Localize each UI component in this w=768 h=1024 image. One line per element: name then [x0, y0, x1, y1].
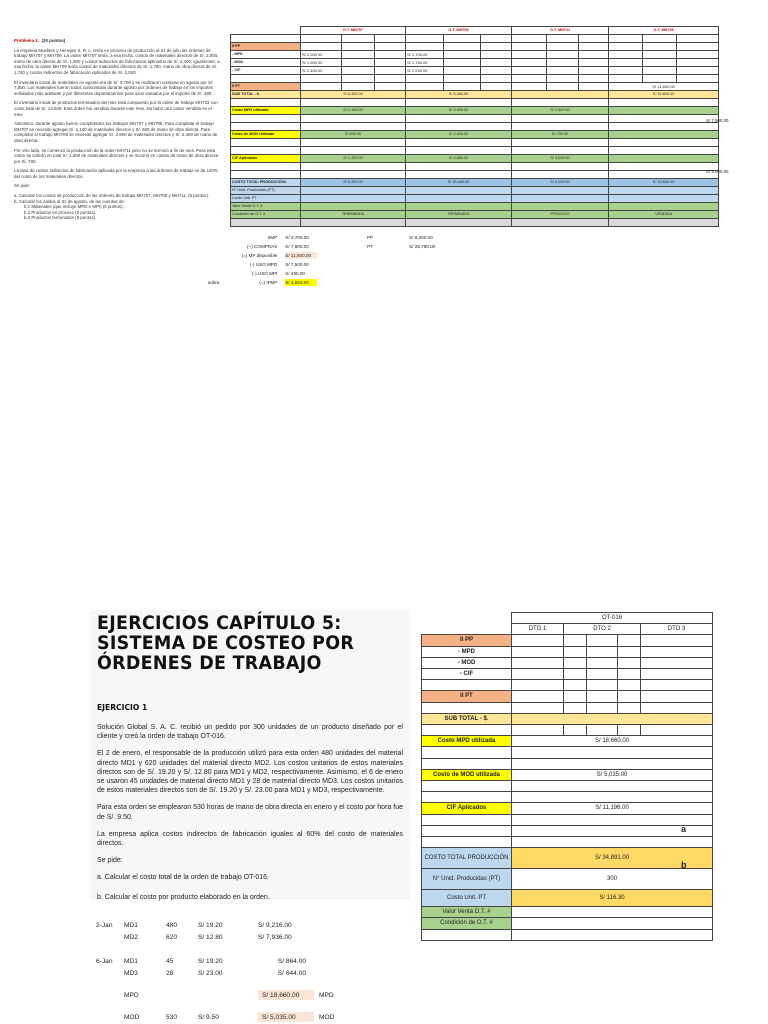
cell-value: S/ 11,196.00: [512, 803, 713, 814]
calc-price: S/ 12.80: [198, 933, 223, 941]
table-row: [422, 929, 713, 940]
table-row: [231, 99, 719, 107]
answer-marker-a: a: [681, 824, 687, 834]
table-row: [231, 115, 719, 123]
table-row: [231, 75, 719, 83]
table-row: [422, 758, 713, 769]
problem-paragraph: El inventario inicial de materiales en agosto era de S/. 3,700 y se realizaron compras en agosto por S/. 7,800. Los materiales fueron todos consumidos durante agosto por órdenes de trabajo en los importes señalados más adelante y por diferentes departamentos para usos variados por el importe de S/. 480.: [14, 79, 214, 96]
row-label: Valor Venta O.T. #: [231, 203, 301, 211]
calc-value: S/ 480.00: [285, 271, 305, 276]
cell-value: S/ 2,400.00: [301, 67, 342, 75]
calc-note: sobra: [208, 280, 220, 285]
calc-qty: 480: [166, 921, 178, 929]
cell-value: S/ 14,600.00: [609, 91, 719, 99]
table-row: [231, 43, 719, 51]
cell-value: S/ 1,700.00: [406, 51, 444, 59]
table-row: [208, 279, 441, 286]
table-row: [231, 131, 719, 139]
table-row: [231, 179, 719, 187]
top-cost-table: [230, 26, 719, 227]
calc-total-mod: S/ 5,035.00: [258, 1012, 314, 1022]
header-ot-mh703: O.T. MH703: [609, 27, 719, 35]
table-row: [231, 187, 719, 195]
header-ot-mh711: O.T. MH711: [512, 27, 609, 35]
table-row: [422, 907, 713, 918]
table-row: [231, 35, 719, 43]
calc-label: PT: [367, 244, 373, 249]
row-label: - MOD: [422, 657, 512, 668]
problem-question: b.2 Productos en proceso (5 puntos).: [24, 209, 97, 215]
row-label: Condición de O.T. #: [231, 211, 301, 219]
problem-question: b.3 Productos terminados (5 puntos).: [24, 215, 97, 221]
cell-value: S/ 600.00: [301, 131, 406, 139]
table-row: [422, 691, 713, 702]
table-row: [231, 163, 719, 171]
table-row: [231, 123, 719, 131]
calc-material: MD1: [124, 957, 138, 965]
table-row: [231, 147, 719, 155]
row-label: - MPD: [422, 646, 512, 657]
calc-label: (=) IFMP: [259, 280, 278, 285]
table-row: [96, 980, 334, 988]
problem-paragraph: Por otro lado, se comenzó la producción de la orden MH711 pero no se terminó a fin de mes. Para esta orden se solicitó en total S/. 2,500 de materiales directos y se incurrió en costos de mano de obra directa por S/. 700.: [14, 147, 219, 164]
table-row: [422, 848, 713, 869]
row-label: Costo Unit. PT: [231, 195, 301, 203]
row-label: II PP: [231, 43, 301, 51]
table-row: [422, 792, 713, 803]
exercise-title: EJERCICIOS CAPÍTULO 5: SISTEMA DE COSTEO POR ÓRDENES DE TRABAJO: [97, 612, 355, 674]
row-label: Costo Unit. PT: [422, 890, 512, 907]
calc-label: MOD: [124, 1013, 140, 1021]
cell-value: S/ 14,600.00: [609, 179, 719, 187]
table-row: [96, 920, 334, 930]
problem-paragraph: Asimismo, durante agosto fueron completados los trabajos MH707 y MH709. Para completar el trabajo MH707 se necesitó agregar S/. 1,100 de materiales directos y S/. 600 de mano de obra directa. Para completar el trabajo MH709 se necesitó agregar S/. 3,900 de materiales directos y S/. 2,400 de mano de obra directa.: [14, 121, 218, 143]
table-row: [422, 736, 713, 747]
exercise-paragraph: Se pide:: [97, 857, 123, 865]
status-value: TERMINADA: [301, 211, 406, 219]
row-label: Condición de O.T. #: [422, 918, 512, 929]
calc-label: (+) COMPRAS: [247, 244, 278, 249]
calc-price: S/ 19.20: [198, 957, 223, 965]
table-row: [96, 944, 334, 954]
table-row: [231, 83, 719, 91]
row-label: COSTO TOTAL PRODUCCIÓN: [422, 848, 512, 869]
calc-value: S/ 11,500.00: [285, 252, 317, 259]
table-row: [231, 139, 719, 147]
calc-tag: MOD: [319, 1013, 335, 1021]
problem-question: a. Calcular los costos de producción de las órdenes de trabajo MH707, MH709 y MH711. (5 puntos).: [14, 193, 210, 199]
row-label: Costo de MOD utilizada: [422, 769, 512, 780]
row-label: Costo MPD utilizada: [231, 107, 301, 115]
table-row: [422, 747, 713, 758]
table-row: [231, 155, 719, 163]
row-label: - MPD: [231, 51, 301, 59]
row-label: CIF Aplicados: [231, 155, 301, 163]
calc-tag: MPD: [319, 991, 334, 999]
table-row: [208, 234, 441, 241]
cell-value: S/ 6,300.00: [301, 91, 406, 99]
exercise-question: b. Calcular el costo por producto elaborado en la orden.: [97, 893, 270, 901]
table-row: [96, 932, 334, 942]
status-value: VENDIDA: [609, 211, 719, 219]
row-label: SUB TOTAL - $.: [422, 713, 512, 724]
cell-value: S/ 116.30: [512, 890, 713, 907]
calc-label: PP: [367, 235, 374, 240]
cell-value: S/ 1,900.00: [301, 59, 342, 67]
table-row: [422, 680, 713, 691]
calc-price: S/ 23.00: [198, 969, 223, 977]
exercise-body: [97, 723, 403, 912]
calc-qty: 28: [166, 969, 174, 977]
row-label: Costo de MOD utilizada: [231, 131, 301, 139]
row-label: II PT: [231, 83, 301, 91]
calc-price: S/ 9.50: [198, 1013, 219, 1021]
calc-material: MD1: [124, 921, 138, 929]
table-row: [96, 968, 334, 978]
problem-paragraph: Se pide:: [14, 183, 31, 189]
calc-material: MD3: [124, 969, 138, 977]
cell-value: S/ 5,035.00: [512, 769, 713, 780]
table-row: [422, 836, 713, 847]
row-label: Valor Venta O.T. #: [422, 907, 512, 918]
table-row: [422, 725, 713, 736]
calc-total: S/ 7,936.00: [258, 933, 292, 941]
header-ot-mh707: O.T. MH707: [301, 27, 406, 35]
exercise-paragraph: El 2 de enero, el responsable de la producción utilizó para esta orden 480 unidades del material directo MD1 y 620 unidades del material directo MD2. Los costos unitarios de estos materiales directos son de S/. 19.20 y S/. 12.80 para MD1 y MD2, respectivamente. Asimismo, el 6 de enero se usaron 45 unidades de material directo MD1 y 28 de material directo MD3. Los costos unitarios de estos materiales directos son de S/. 19.20 y S/. 23.00 para MD1 y MD3, respectivamente.: [97, 750, 403, 795]
table-row: [422, 890, 713, 907]
exercise-paragraph: La empresa aplica costos indirectos de fabricación iguales al 60% del costo de materiales directos.: [97, 830, 403, 848]
cell-value: S/ 14,600.00: [609, 83, 719, 91]
table-row: [422, 669, 713, 680]
problem-question: b. Calcular los saldos al 31 de agosto, de las cuentas de:: [14, 198, 126, 204]
cell-value: S/ 2,000.00: [301, 51, 342, 59]
table-row: [208, 243, 441, 250]
calc-qty: 620: [166, 933, 178, 941]
calc-qty: 530: [166, 1013, 178, 1021]
table-row: [422, 713, 713, 724]
status-value: TERMINADA: [406, 211, 512, 219]
calc-date: 2-Jan: [96, 921, 113, 929]
table-row: [231, 67, 719, 75]
table-row: [231, 107, 719, 115]
calc-total-mpd: S/ 18,660.00: [258, 990, 314, 1000]
calc-value: S/ 7,500.00: [285, 262, 309, 267]
table-row: [422, 646, 713, 657]
calc-date: [96, 932, 122, 942]
table-row: [422, 702, 713, 713]
row-label: N° Unid. Producidas (PT): [231, 187, 301, 195]
problem-points: (20 puntos): [41, 38, 66, 43]
cell-value: S/ 4,680.00: [406, 155, 512, 163]
table-row: [231, 211, 719, 219]
calc-value: S/ 3,700.00: [285, 235, 309, 240]
materials-usage-calc: [94, 918, 336, 1024]
exercise-subtitle: EJERCICIO 1: [97, 703, 148, 712]
calc-label: (=) MP disponible: [241, 253, 278, 258]
table-row: [422, 918, 713, 929]
table-row: [231, 195, 719, 203]
row-label: II PT: [422, 691, 512, 702]
materials-calc: [206, 232, 443, 288]
table-row: [96, 956, 334, 966]
cell-value: S/ 16,460.00: [406, 179, 512, 187]
side-total-cif: S/ 9,000.00: [706, 169, 729, 174]
row-label: - MOD: [231, 59, 301, 67]
header-dto2: DTO 2: [564, 624, 641, 635]
cell-value: S/ 1,320.00: [301, 155, 406, 163]
row-label: N° Unid. Producidas (PT): [422, 869, 512, 890]
cell-value: S/ 3,900.00: [406, 107, 512, 115]
ot016-cost-table: [421, 612, 713, 941]
cell-value: S/ 5,480.00: [406, 91, 512, 99]
calc-label: IIMP: [267, 235, 278, 240]
calc-label: (-) USO MPD: [249, 262, 278, 267]
answer-marker-b: b: [681, 860, 687, 870]
problem-paragraph: La tasa de costos indirectos de fabricación aplicada por la empresa a las órdenes de trabajo es de 120% del costo de los materiales directos.: [14, 168, 218, 179]
cell-value: S/ 2,500.00: [512, 107, 609, 115]
cell-value: S/ 3,000.00: [512, 155, 609, 163]
problem-paragraph: El inventario inicial de productos terminados del mes está compuesto por la orden de trabajo MH703 con costo total de S/. 14,600. Esta orden fue vendida durante este mes. No hubo otra orden vendida en el mes.: [14, 100, 218, 117]
table-row: [422, 869, 713, 890]
cell-value: S/ 9,320.00: [301, 179, 406, 187]
exercise-paragraph: Para esta orden se emplearon 530 horas de mano de obra directa en enero y el costo por hora fue de S/. 9.50.: [97, 804, 403, 821]
calc-date: 6-Jan: [96, 957, 113, 965]
cell-value: S/ 2,400.00: [406, 131, 512, 139]
header-ot-mh709: O.T. MH709: [406, 27, 512, 35]
table-row: [208, 252, 441, 259]
calc-date: [96, 968, 122, 978]
table-row: [422, 624, 713, 635]
table-row: [422, 635, 713, 646]
row-label: CIF Aplicados: [422, 803, 512, 814]
calc-value: S/ 6,200.00: [409, 235, 433, 240]
header-dto1: DTO 1: [512, 624, 564, 635]
exercise-paragraph: Solución Global S. A. C. recibió un pedido por 300 unidades de un producto diseñado por el cliente y creó la orden de trabajo OT-016.: [97, 724, 403, 741]
table-row: [231, 27, 719, 35]
calc-total: S/ 9,216.00: [258, 921, 292, 929]
row-label: - CIF: [231, 67, 301, 75]
row-label: II PP: [422, 635, 512, 646]
table-row: [422, 814, 713, 825]
calc-value: S/ 25,780.00: [409, 244, 436, 249]
table-row: [231, 171, 719, 179]
calc-total: S/ 864.00: [277, 957, 306, 965]
calc-label: MPD: [124, 991, 139, 999]
cell-value: S/ 2,040.00: [406, 67, 444, 75]
table-row: [231, 91, 719, 99]
calc-qty: 45: [166, 957, 174, 965]
table-row: [422, 657, 713, 668]
calc-material: MD2: [124, 933, 138, 941]
cell-value: 300: [512, 869, 713, 890]
calc-value: S/ 7,800.00: [285, 244, 309, 249]
table-row: [422, 769, 713, 780]
calc-value: S/ 3,520.00: [285, 279, 317, 286]
table-row: [231, 203, 719, 211]
cell-value: S/ 6,200.00: [512, 179, 609, 187]
row-label: - CIF: [422, 669, 512, 680]
table-row: [422, 803, 713, 814]
problem-statement: [14, 38, 222, 221]
header-dto3: DTO 3: [641, 624, 713, 635]
cell-value: S/ 700.00: [512, 131, 609, 139]
table-row: [96, 1002, 334, 1010]
table-row: [422, 825, 713, 836]
table-row: [96, 1012, 334, 1022]
table-row: [96, 990, 334, 1000]
problem-paragraph: La empresa Muebles y Herrajes S. R. L. tenía en proceso de producción al 31 de julio las órdenes de trabajo MH707 y MH709. La orden MH707 tenía, a esa fecha, costos de materiales directos de S/. 2,000, mano de obra directa de S/. 1,900 y costos indirectos de fabricación aplicados de S/. 2,400; igualmente, a esa fecha, la orden MH709 tenía costos de materiales directos de S/. 1,700, mano de obra directa de S/. 1,740 y costos indirectos de fabricación aplicados de S/. 2,040.: [14, 47, 220, 75]
exercise-question: a. Calcular el costo total de la orden de trabajo OT-016.: [97, 874, 269, 882]
status-value: PROCESO: [512, 211, 609, 219]
table-row: [231, 219, 719, 227]
row-label: COSTO TOTAL PRODUCCIÓN: [231, 179, 301, 187]
table-row: [208, 270, 441, 277]
row-label: Costo MPD utilizada: [422, 736, 512, 747]
calc-total: S/ 644.00: [277, 969, 306, 977]
cell-value: S/ 1,100.00: [301, 107, 406, 115]
side-total-mpd: S/ 7,500.00: [706, 118, 729, 123]
header-ot: OT-016: [512, 613, 713, 624]
calc-price: S/ 19.20: [198, 921, 223, 929]
table-row: [422, 780, 713, 791]
cell-value: S/ 34,891.00: [512, 848, 713, 869]
problem-question: b.1 Materiales (que incluye MPD e MPI) (5 puntos).: [24, 204, 124, 210]
table-row: [231, 59, 719, 67]
row-label: SUB TOTAL - $.: [231, 91, 301, 99]
table-row: [422, 613, 713, 624]
table-row: [231, 51, 719, 59]
calc-label: (-) USO MPI: [252, 271, 278, 276]
table-row: [208, 261, 441, 268]
cell-value: S/ 18,660.00: [512, 736, 713, 747]
problem-title: Problema 1:: [14, 38, 40, 43]
cell-value: S/ 1,740.00: [406, 59, 444, 67]
